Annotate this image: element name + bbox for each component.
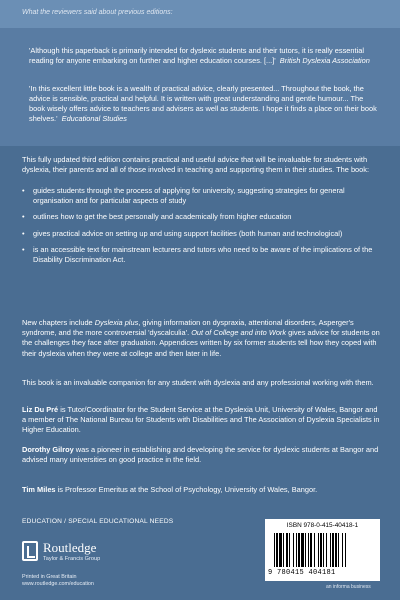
author-description: was a pioneer in establishing and developing the service for dyslexic students at Bangor and advised many universities on good practice in the field. xyxy=(22,445,379,465)
author-bio xyxy=(22,485,380,495)
publisher-tagline: Taylor & Francis Group xyxy=(43,556,101,562)
author-description: is Tutor/Coordinator for the Student Service at the Dyslexia Unit, University of Wales, Bangor and a member of The National Bureau for Students with Disabilities and The Association of Dyslexia Specialists in Higher Education. xyxy=(22,405,380,435)
review-quote xyxy=(29,84,381,124)
new-chapters-paragraph xyxy=(22,318,380,359)
list-item: • is an accessible text for mainstream lecturers and tutors who need to be aware of the implications of the Disability Discrimination Act. xyxy=(22,245,380,265)
author-bio xyxy=(22,445,380,465)
text-run: , giving information on dyspraxia, attentional disorders, Asperger's syndrome, and the more controversial 'dyscalculia'. xyxy=(22,318,354,338)
list-item: • gives practical advice on setting up and using support facilities (both human and technological) xyxy=(22,229,380,239)
printed-location: Printed in Great Britain xyxy=(22,574,77,580)
chapter-title: Out of College and into Work xyxy=(191,328,287,338)
text-run: New chapters include xyxy=(22,318,95,327)
print-info xyxy=(22,574,94,588)
feature-list xyxy=(22,186,380,271)
routledge-logo-icon xyxy=(22,541,38,561)
author-name: Liz Du Pré xyxy=(22,405,59,414)
review-source: British Dyslexia Association xyxy=(279,56,370,65)
isbn-label: ISBN 978-0-415-40418-1 xyxy=(286,522,359,529)
review-quote xyxy=(29,46,381,66)
chapter-title: Dyslexia plus xyxy=(94,318,139,327)
author-name: Tim Miles xyxy=(22,485,56,494)
publisher-name: Routledge xyxy=(43,540,97,555)
barcode-panel xyxy=(265,519,380,581)
review-text: 'Although this paperback is primarily intended for dyslexic students and their tutors, it is really essential reading for anyone embarking on further and higher education courses. [...]' xyxy=(29,46,364,65)
summary-paragraph: This book is an invaluable companion for any student with dyslexia and any professional working with them. xyxy=(22,378,374,387)
publisher-url: www.routledge.com/education xyxy=(22,581,94,587)
intro-paragraph: This fully updated third edition contains practical and useful advice that will be invaluable for students with dyslexia, their parents and all of those involved in teaching and supporting them in their studies. The book: xyxy=(22,155,370,175)
review-source: Educational Studies xyxy=(61,114,127,123)
list-item: • guides students through the process of applying for university, suggesting strategies for general organisation and for particular aspects of study xyxy=(22,186,380,206)
subject-category: EDUCATION / SPECIAL EDUCATIONAL NEEDS xyxy=(22,518,174,525)
text-run: gives advice for students on the challenges they face after graduation. Appendices written by six former students tell how they coped with their dyslexia when they were at college and then later in life. xyxy=(22,328,380,358)
author-name: Dorothy Gilroy xyxy=(22,445,74,454)
reviews-heading: What the reviewers said about previous editions: xyxy=(22,9,173,16)
informa-label: an informa business xyxy=(326,584,371,590)
barcode-icon xyxy=(274,533,372,567)
review-text: 'In this excellent little book is a wealth of practical advice, clearly presented... Throughout the book, the advice is sensible, practical and helpful. It is written with great understanding and gentle humour... The book wisely offers advice to teachers and advisers as well as students. I hope it finds a place on their book shelves.' xyxy=(29,84,377,123)
barcode-digits: 9 780415 404181 xyxy=(268,569,336,577)
author-bio xyxy=(22,405,380,436)
list-item: • outlines how to get the best personally and academically from higher education xyxy=(22,212,380,222)
author-description: is Professor Emeritus at the School of Psychology, University of Wales, Bangor. xyxy=(55,485,318,494)
